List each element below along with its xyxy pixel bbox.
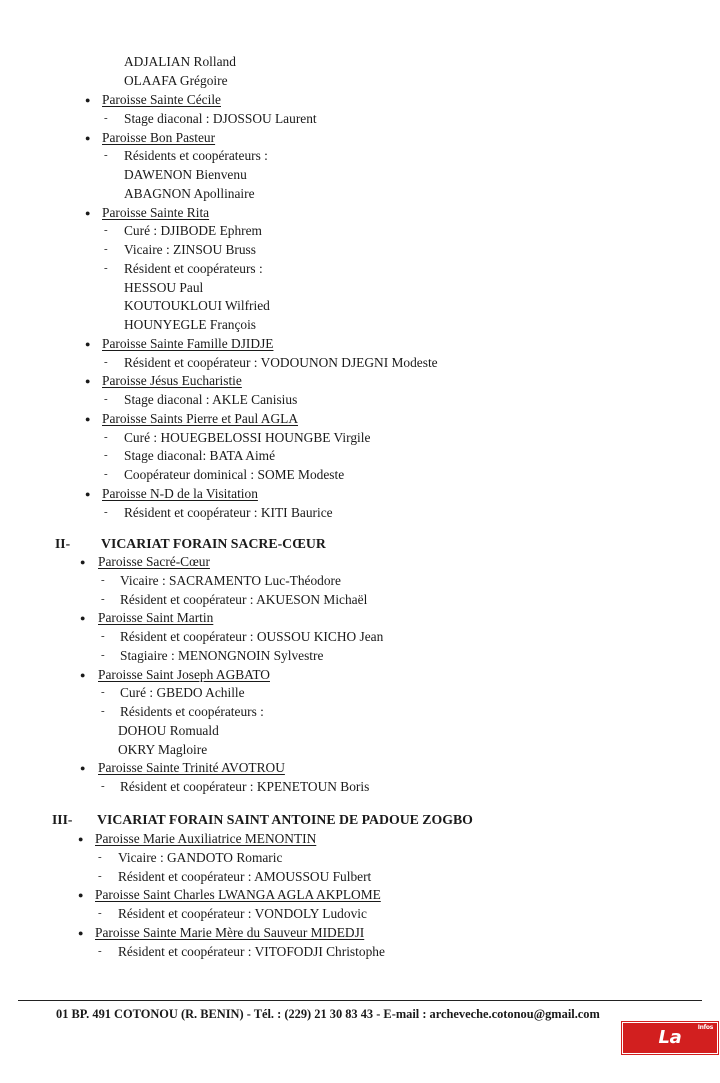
name-line: OKRY Magloire bbox=[118, 741, 208, 757]
footer-rule bbox=[18, 1000, 702, 1001]
dash-marker: - bbox=[98, 907, 102, 919]
parish-name: Paroisse Sainte Famille DJIDJE bbox=[102, 335, 274, 351]
parish-role-line: Résident et coopérateur : KPENETOUN Boris bbox=[120, 779, 370, 794]
logo-small-text: Infos bbox=[697, 1024, 713, 1031]
section-title: VICARIAT FORAIN SACRE-CŒUR bbox=[101, 536, 326, 551]
bullet-icon: ● bbox=[80, 557, 86, 567]
parish-role-line: Curé : HOUEGBELOSSI HOUNGBE Virgile bbox=[124, 429, 371, 445]
bullet-icon: ● bbox=[85, 132, 91, 143]
name-line: DAWENON Bienvenu bbox=[124, 167, 247, 182]
parish-role-line: Résident et coopérateur : VONDOLY Ludovic bbox=[118, 906, 367, 921]
dash-marker: - bbox=[104, 468, 108, 480]
parish-role-line: Vicaire : SACRAMENTO Luc-Théodore bbox=[120, 572, 341, 588]
parish-role-line: Résidents et coopérateurs : bbox=[124, 148, 268, 164]
parish-name: Paroisse Bon Pasteur bbox=[102, 129, 216, 145]
dash-marker: - bbox=[101, 592, 105, 605]
dash-marker: - bbox=[98, 850, 102, 863]
parish-name: Paroisse N-D de la Visitation bbox=[102, 485, 258, 501]
bullet-icon: ● bbox=[85, 488, 91, 499]
dash-marker: - bbox=[98, 944, 102, 957]
bullet-icon: ● bbox=[78, 927, 84, 938]
bullet-icon: ● bbox=[80, 613, 86, 624]
parish-name: Paroisse Sainte Marie Mère du Sauveur MIDEDJI bbox=[95, 924, 365, 940]
parish-name: Paroisse Saint Charles LWANGA AGLA AKPLOME bbox=[95, 887, 381, 903]
parish-role-line: Résident et coopérateur : OUSSOU KICHO Jean bbox=[120, 629, 384, 644]
parish-role-line: Vicaire : ZINSOU Bruss bbox=[124, 242, 256, 257]
parish-role-line: Résidents et coopérateurs : bbox=[120, 704, 264, 719]
bullet-icon: ● bbox=[85, 338, 91, 349]
dash-marker: - bbox=[104, 224, 108, 237]
dash-marker: - bbox=[101, 780, 105, 792]
dash-marker: - bbox=[101, 686, 105, 699]
bullet-icon: ● bbox=[78, 834, 84, 844]
name-line: ABAGNON Apollinaire bbox=[124, 185, 255, 201]
dash-marker: - bbox=[101, 705, 105, 717]
parish-name: Paroisse Sainte Rita bbox=[102, 204, 210, 220]
bullet-icon: ● bbox=[80, 669, 86, 680]
parish-name: Paroisse Jésus Eucharistie bbox=[102, 373, 242, 389]
name-line: HOUNYEGLE François bbox=[124, 317, 257, 332]
parish-role-line: Stagiaire : MENONGNOIN Sylvestre bbox=[120, 647, 324, 663]
footer-contact: 01 BP. 491 COTONOU (R. BENIN) - Tél. : (229) 21 30 83 43 - E-mail : archeveche.cotonou@gmail.com bbox=[56, 1007, 600, 1021]
parish-name: Paroisse Saint Martin bbox=[98, 610, 214, 626]
dash-marker: - bbox=[101, 648, 105, 661]
dash-marker: - bbox=[98, 869, 102, 882]
parish-name: Paroisse Sainte Cécile bbox=[102, 92, 221, 107]
dash-marker: - bbox=[104, 449, 108, 462]
parish-role-line: Coopérateur dominical : SOME Modeste bbox=[124, 467, 345, 482]
section-number: III- bbox=[52, 812, 73, 827]
parish-role-line: Résident et coopérateur : VODOUNON DJEGNI Modeste bbox=[124, 354, 438, 370]
dash-marker: - bbox=[104, 355, 108, 368]
name-line: OLAAFA Grégoire bbox=[124, 72, 228, 88]
bullet-icon: ● bbox=[85, 95, 91, 105]
bullet-icon: ● bbox=[78, 890, 84, 901]
name-line: DOHOU Romuald bbox=[118, 722, 219, 738]
dash-marker: - bbox=[104, 261, 108, 274]
parish-role-line: Stage diaconal: BATA Aimé bbox=[124, 448, 276, 464]
parish-name: Paroisse Sainte Trinité AVOTROU bbox=[98, 760, 285, 776]
parish-name: Paroisse Marie Auxiliatrice MENONTIN bbox=[95, 831, 317, 846]
bullet-icon: ● bbox=[85, 376, 91, 387]
parish-role-line: Résident et coopérateur : KITI Baurice bbox=[124, 504, 333, 520]
dash-marker: - bbox=[104, 393, 108, 405]
name-line: ADJALIAN Rolland bbox=[124, 54, 236, 69]
parish-role-line: Vicaire : GANDOTO Romaric bbox=[118, 849, 283, 865]
dash-marker: - bbox=[104, 111, 108, 124]
logo-text: La Tempête bbox=[627, 1027, 713, 1078]
parish-role-line: Curé : DJIBODE Ephrem bbox=[124, 223, 262, 239]
parish-name: Paroisse Saints Pierre et Paul AGLA bbox=[102, 410, 299, 426]
parish-role-line: Stage diaconal : DJOSSOU Laurent bbox=[124, 110, 317, 126]
name-line: HESSOU Paul bbox=[124, 279, 204, 295]
dash-marker: - bbox=[104, 243, 108, 255]
dash-marker: - bbox=[101, 573, 105, 586]
section-number: II- bbox=[55, 536, 71, 551]
la-tempete-logo bbox=[622, 1022, 718, 1078]
dash-marker: - bbox=[101, 630, 105, 642]
parish-name: Paroisse Sacré-Cœur bbox=[98, 554, 210, 569]
bullet-icon: ● bbox=[85, 207, 91, 218]
parish-role-line: Résident et coopérateur : AKUESON Michaël bbox=[120, 591, 368, 607]
section-title: VICARIAT FORAIN SAINT ANTOINE DE PADOUE ZOGBO bbox=[97, 812, 473, 827]
dash-marker: - bbox=[104, 149, 108, 162]
parish-role-line: Résident et coopérateur : AMOUSSOU Fulbert bbox=[118, 868, 372, 884]
bullet-icon: ● bbox=[85, 413, 91, 424]
dash-marker: - bbox=[104, 430, 108, 443]
name-line: KOUTOUKLOUI Wilfried bbox=[124, 298, 270, 314]
parish-role-line: Stage diaconal : AKLE Canisius bbox=[124, 392, 298, 407]
parish-role-line: Résident et coopérateur : VITOFODJI Christophe bbox=[118, 943, 385, 959]
parish-role-line: Curé : GBEDO Achille bbox=[120, 685, 245, 701]
parish-name: Paroisse Saint Joseph AGBATO bbox=[98, 666, 270, 682]
parish-role-line: Résident et coopérateurs : bbox=[124, 260, 263, 276]
bullet-icon: ● bbox=[80, 763, 86, 774]
dash-marker: - bbox=[104, 505, 108, 518]
